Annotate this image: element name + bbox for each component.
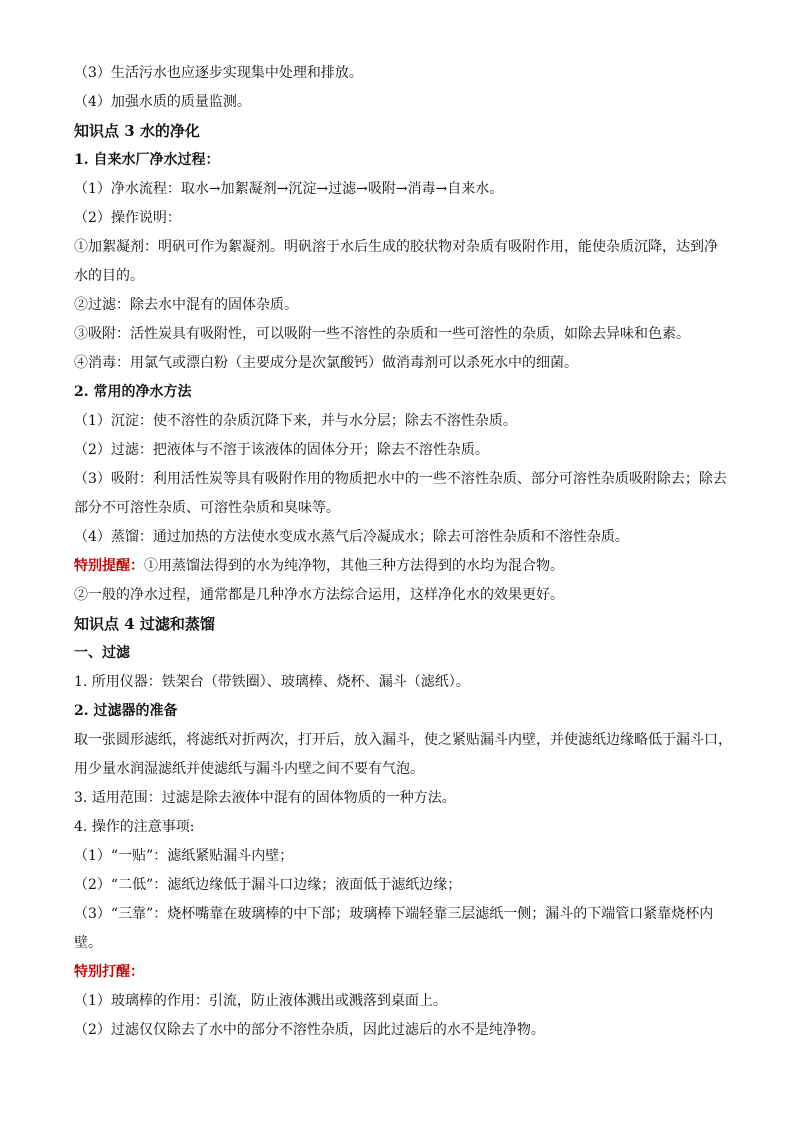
text-line: （3）“三靠”：烧杯嘴靠在玻璃棒的中下部；玻璃棒下端轻靠三层滤纸一侧；漏斗的下端管口紧靠烧杯内: [74, 906, 714, 922]
text-line: 壁。: [74, 935, 102, 951]
subheading: 一、过滤: [74, 645, 130, 661]
text-line: ①加絮凝剂：明矾可作为絮凝剂。明矾溶于水后生成的胶状物对杂质有吸附作用，能使杂质沉降，达到净: [74, 239, 718, 255]
tip-text: ①用蒸馏法得到的水为纯净物，其他三种方法得到的水均为混合物。: [144, 558, 564, 574]
text-line: （2）过滤：把液体与不溶于该液体的固体分开；除去不溶性杂质。: [74, 442, 489, 458]
text-line: ③吸附：活性炭具有吸附性，可以吸附一些不溶性的杂质和一些可溶性的杂质，如除去异味和色素。: [74, 326, 690, 342]
text-line: （4）蒸馏：通过加热的方法使水变成水蒸气后冷凝成水；除去可溶性杂质和不溶性杂质。: [74, 529, 629, 545]
tip-line: [74, 556, 724, 576]
section-heading-4: 知识点 4 过滤和蒸馏: [74, 615, 215, 633]
text-line: 部分不可溶性杂质、可溶性杂质和臭味等。: [74, 500, 340, 516]
text-line: 1. 所用仪器：铁架台（带铁圈）、玻璃棒、烧杯、漏斗（滤纸）。: [74, 674, 470, 690]
subheading: 2. 常用的净水方法: [74, 384, 192, 400]
text-line: （3）吸附：利用活性炭等具有吸附作用的物质把水中的一些不溶性杂质、部分可溶性杂质吸附除去；除去: [74, 471, 727, 487]
text-line: （1）沉淀：使不溶性的杂质沉降下来，并与水分层；除去不溶性杂质。: [74, 413, 517, 429]
subheading: 1. 自来水厂净水过程：: [74, 152, 220, 168]
text-line: （4）加强水质的质量监测。: [74, 94, 251, 110]
subheading: 2. 过滤器的准备: [74, 703, 178, 719]
text-line: ②一般的净水过程，通常都是几种净水方法综合运用，这样净化水的效果更好。: [74, 587, 564, 603]
section-heading-3: 知识点 3 水的净化: [74, 122, 200, 140]
text-line: （1）净水流程：取水→加絮凝剂→沉淀→过滤→吸附→消毒→自来水。: [74, 181, 504, 197]
text-line: 用少量水润湿滤纸并使滤纸与漏斗内壁之间不要有气泡。: [74, 761, 424, 777]
text-line: 3. 适用范围：过滤是除去液体中混有的固体物质的一种方法。: [74, 790, 456, 806]
text-line: ②过滤：除去水中混有的固体杂质。: [74, 297, 298, 313]
text-line: ④消毒：用氯气或漂白粉（主要成分是次氯酸钙）做消毒剂可以杀死水中的细菌。: [74, 355, 578, 371]
text-line: 水的目的。: [74, 268, 144, 284]
text-line: （3）生活污水也应逐步实现集中处理和排放。: [74, 65, 363, 81]
text-line: （2）操作说明：: [74, 210, 181, 226]
tip-label: 特别打醒：: [74, 964, 144, 980]
text-line: （1）玻璃棒的作用：引流，防止液体溅出或溅落到桌面上。: [74, 993, 447, 1009]
text-line: 4. 操作的注意事项:: [74, 819, 195, 835]
text-line: （1）“一贴”：滤纸紧贴漏斗内壁；: [74, 848, 294, 864]
text-line: （2）过滤仅仅除去了水中的部分不溶性杂质，因此过滤后的水不是纯净物。: [74, 1022, 545, 1038]
text-line: （2）“二低”：滤纸边缘低于漏斗口边缘；液面低于滤纸边缘；: [74, 877, 462, 893]
tip-label: 特别提醒：: [74, 558, 144, 574]
text-line: 取一张圆形滤纸，将滤纸对折两次，打开后，放入漏斗，使之紧贴漏斗内壁，并使滤纸边缘略低于漏斗口，: [74, 732, 732, 748]
